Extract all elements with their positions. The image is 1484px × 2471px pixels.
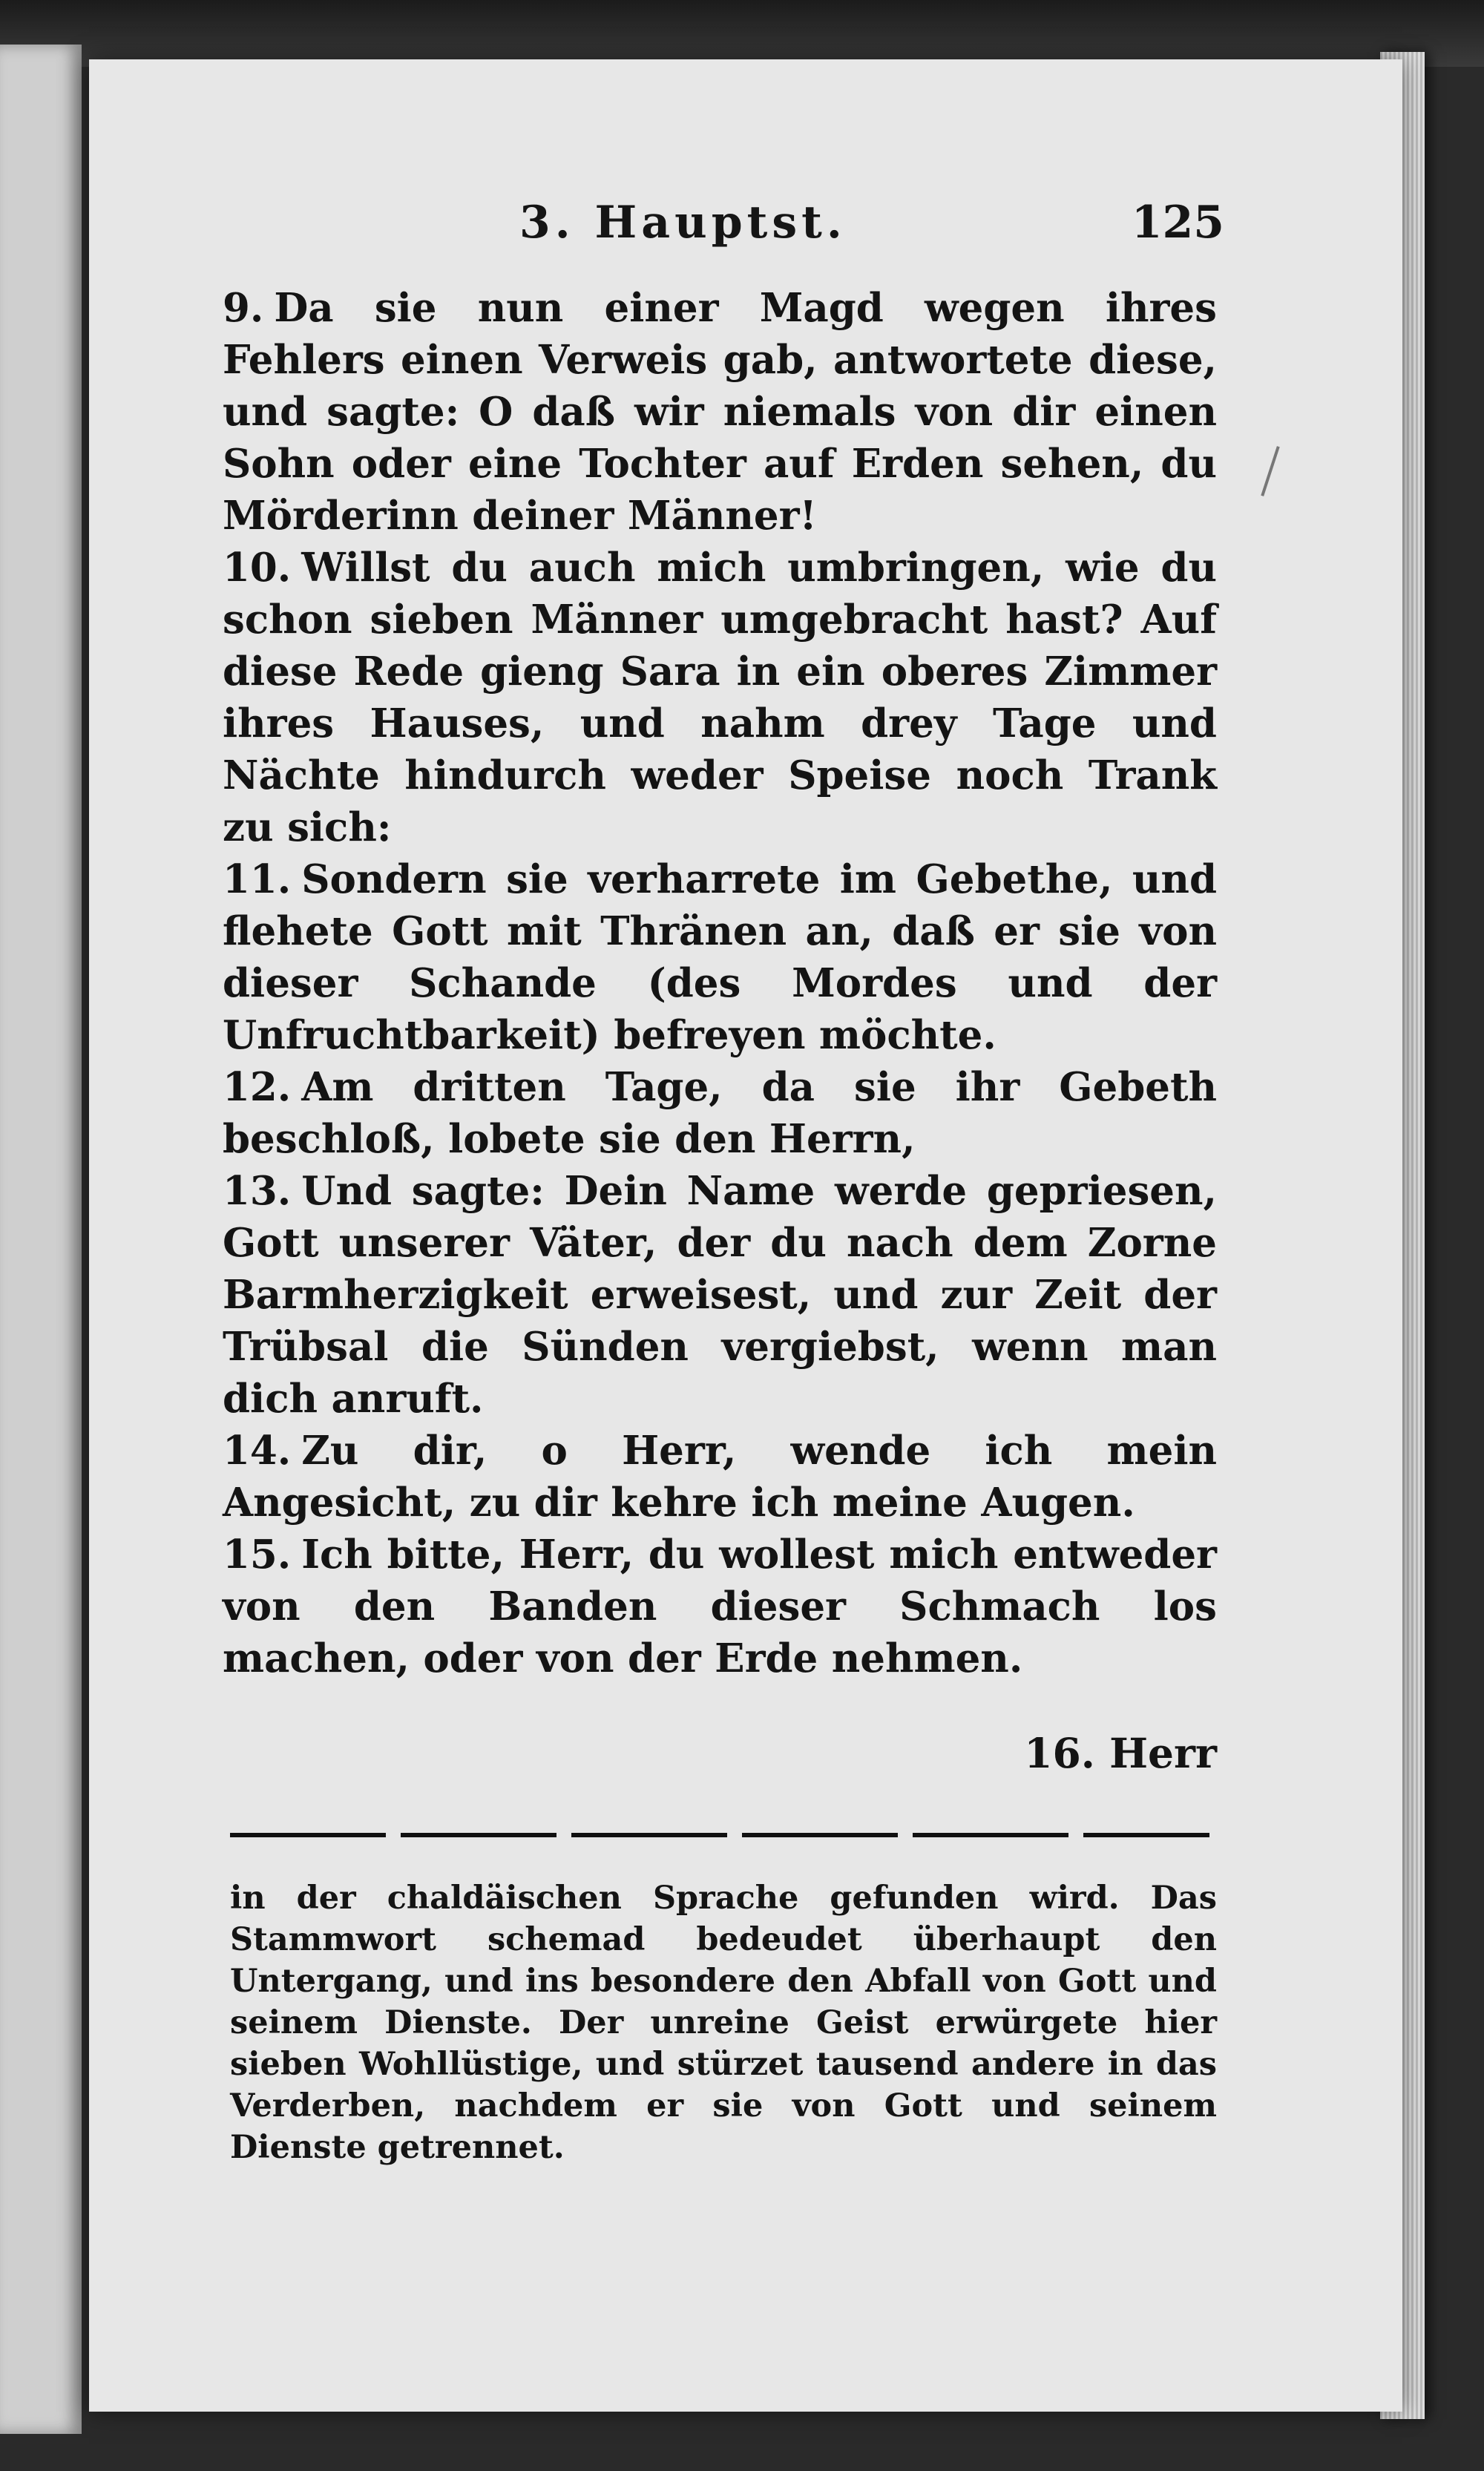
book-top-shadow (0, 0, 1484, 67)
verse-paragraph (223, 542, 1217, 853)
verse-text: Sondern sie verharrete im Gebethe, und flehete Gott mit Thränen an, daß er sie von dieser Schande (des Mordes und der Unfruchtbarkeit) befreyen möchte. (223, 856, 1217, 1058)
verse-number: 10. (223, 545, 292, 591)
verse-paragraph (223, 1529, 1217, 1684)
verse-number: 13. (223, 1168, 292, 1214)
verse-paragraph (223, 1061, 1217, 1165)
verse-number: 14. (223, 1428, 292, 1474)
page-body (223, 282, 1217, 1684)
verse-number: 12. (223, 1064, 292, 1110)
verse-text: Ich bitte, Herr, du wollest mich entweder von den Banden dieser Schmach los machen, oder von der Erde nehmen. (223, 1532, 1217, 1681)
footnote: in der chaldäischen Sprache gefunden wird. Das Stammwort schemad bedeudet überhaupt den Untergang, und ins besondere den Abfall von Gott und seinem Dienste. Der unreine Geist erwürgete hier sieben Wohllüstige, und stürzet tausend andere in das Verderben, nachdem er sie von Gott und seinem Dienste getrennet. (230, 1880, 1217, 2166)
verse-number: 11. (223, 856, 292, 902)
verse-number: 9. (223, 285, 264, 331)
verse-text: Da sie nun einer Magd wegen ihres Fehlers einen Verweis gab, antwortete diese, und sagte: O daß wir niemals von dir einen Sohn oder eine Tochter auf Erden sehen, du Mörderinn deiner Männer! (223, 285, 1217, 539)
facing-page-edge (0, 45, 82, 2434)
verse-text: Zu dir, o Herr, wende ich mein Angesicht, zu dir kehre ich meine Augen. (223, 1428, 1217, 1526)
verse-paragraph (223, 282, 1217, 542)
verse-text: Am dritten Tage, da sie ihr Gebeth beschloß, lobete sie den Herrn, (223, 1064, 1217, 1162)
verse-text: Und sagte: Dein Name werde gepriesen, Gott unserer Väter, der du nach dem Zorne Barmherzigkeit erweisest, und zur Zeit der Trübsal die Sünden vergiebst, wenn man dich anruft. (223, 1168, 1217, 1422)
verse-paragraph (223, 1165, 1217, 1425)
footnote-rule (230, 1833, 1209, 1837)
running-head: 3. Hauptst. (519, 197, 847, 249)
catchword: 16. Herr (1024, 1729, 1217, 1777)
verse-number: 15. (223, 1532, 292, 1578)
verse-paragraph (223, 1425, 1217, 1529)
page-header (519, 197, 1224, 263)
page-number: 125 (1131, 197, 1224, 249)
verse-text: Willst du auch mich umbringen, wie du schon sieben Männer umgebracht hast? Auf diese Rede gieng Sara in ein oberes Zimmer ihres Hauses, und nahm drey Tage und Nächte hindurch weder Speise noch Trank zu sich: (223, 545, 1217, 850)
verse-paragraph (223, 853, 1217, 1061)
